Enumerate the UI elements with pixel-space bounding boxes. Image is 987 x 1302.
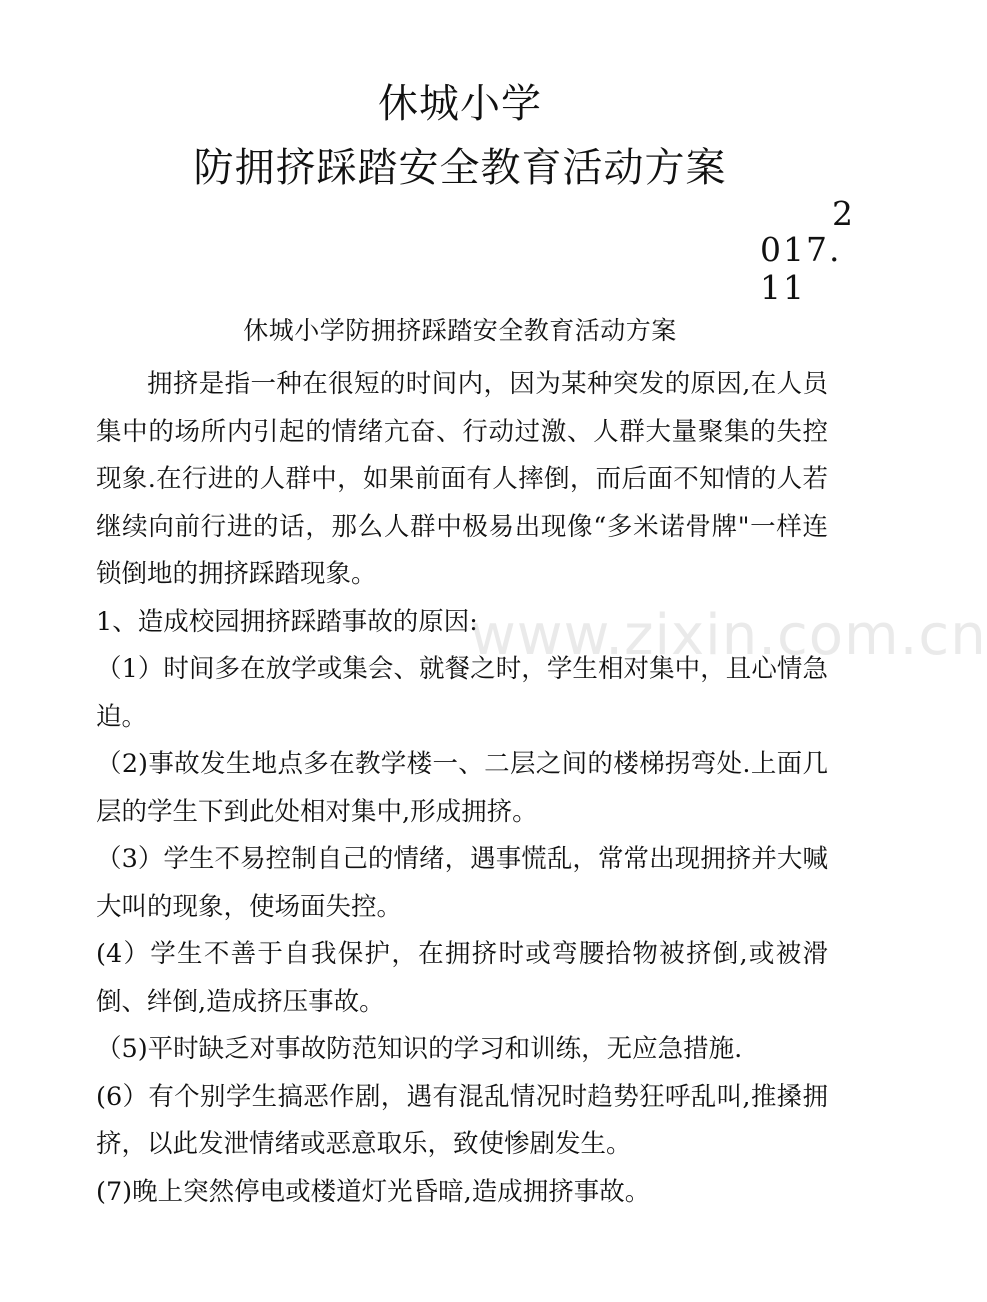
intro-paragraph: 拥挤是指一种在很短的时间内，因为某种突发的原因,在人员集中的场所内引起的情绪亢奋、行动过激、人群大量聚集的失控现象.在行进的人群中，如果前面有人摔倒，而后面不知情的人若继续向前行进的话，那么人群中极易出现像“多米诺骨牌"一样连锁倒地的拥挤踩踏现象。 (96, 369, 828, 589)
cause-item-4: (4）学生不善于自我保护，在拥挤时或弯腰拾物被挤倒,或被滑倒、绊倒,造成挤压事故。 (96, 939, 828, 1017)
cause-item-7: (7)晚上突然停电或楼道灯光昏暗,造成拥挤事故。 (96, 1176, 651, 1207)
cause-item-3: （3）学生不易控制自己的情绪，遇事慌乱，常常出现拥挤并大喊大叫的现象，使场面失控。 (96, 844, 828, 922)
cause-item-1: （1）时间多在放学或集会、就餐之时，学生相对集中，且心情急迫。 (96, 654, 828, 732)
document-body (96, 361, 828, 1216)
document-subtitle: 休城小学防拥挤踩踏安全教育活动方案 (243, 316, 677, 345)
watermark-text: www.zixin.com.cn (470, 603, 987, 668)
document-title-line2: 防拥挤踩踏安全教育活动方案 (193, 145, 727, 191)
document-title-line1: 休城小学 (378, 81, 542, 127)
document-date-part1: 2 (832, 194, 853, 233)
section-heading-causes: 1、造成校园拥挤踩踏事故的原因: (96, 606, 478, 637)
document-date-part3: 11 (760, 268, 806, 307)
cause-item-2: （2)事故发生地点多在教学楼一、二层之间的楼梯拐弯处.上面几层的学生下到此处相对集中,形成拥挤。 (96, 749, 828, 827)
document-date-part2: 017. (760, 230, 842, 269)
cause-item-6: (6）有个别学生搞恶作剧，遇有混乱情况时趋势狂呼乱叫,推搡拥挤，以此发泄情绪或恶意取乐，致使惨剧发生。 (96, 1081, 828, 1159)
cause-item-5: （5)平时缺乏对事故防范知识的学习和训练，无应急措施. (96, 1034, 743, 1064)
